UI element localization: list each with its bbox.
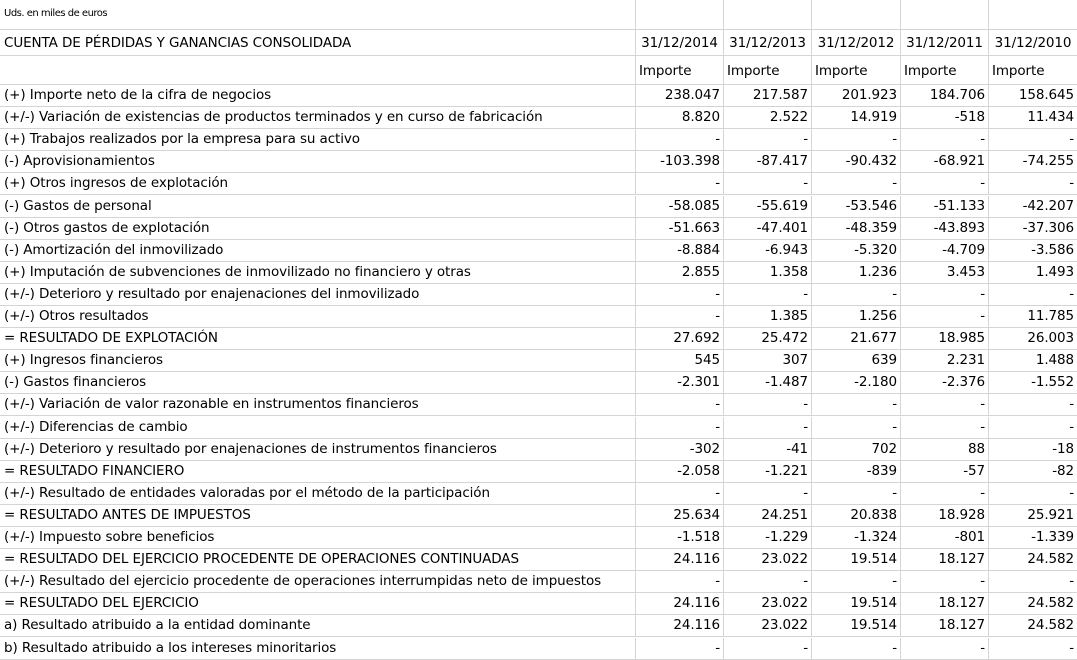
value-cell[interactable]: - bbox=[901, 483, 989, 504]
value-cell[interactable]: - bbox=[636, 483, 724, 504]
value-cell[interactable]: -8.884 bbox=[636, 240, 724, 261]
table-row bbox=[0, 328, 1077, 350]
value-cell[interactable]: -2.376 bbox=[901, 372, 989, 393]
value-cell[interactable]: - bbox=[1069, 175, 1074, 192]
table-row bbox=[0, 196, 1077, 218]
value-cell[interactable]: 11.434 bbox=[1027, 109, 1074, 126]
table-row bbox=[0, 615, 1077, 637]
table-row bbox=[0, 306, 1077, 328]
value-cell[interactable]: - bbox=[724, 483, 812, 504]
value-cell[interactable]: - bbox=[901, 173, 989, 194]
row-label[interactable]: (-) Otros gastos de explotación bbox=[0, 218, 636, 239]
value-cell[interactable]: -82 bbox=[1052, 462, 1074, 479]
empty-cell[interactable] bbox=[989, 0, 1077, 29]
table-row bbox=[0, 350, 1077, 372]
value-cell[interactable]: 545 bbox=[636, 350, 724, 371]
row-label[interactable]: = RESULTADO DEL EJERCICIO PROCEDENTE DE OPERACIONES CONTINUADAS bbox=[0, 549, 636, 570]
row-label[interactable]: (+/-) Diferencias de cambio bbox=[0, 417, 636, 438]
importe-header[interactable]: Importe bbox=[901, 56, 989, 84]
value-cell[interactable]: -839 bbox=[812, 461, 901, 482]
value-cell[interactable]: 21.677 bbox=[812, 328, 901, 349]
row-label[interactable]: (+/-) Deterioro y resultado por enajenaciones de instrumentos financieros bbox=[0, 439, 636, 460]
row-label[interactable]: = RESULTADO FINANCIERO bbox=[0, 461, 636, 482]
row-label[interactable]: (+/-) Variación de existencias de productos terminados y en curso de fabricación bbox=[0, 107, 636, 128]
empty-cell[interactable] bbox=[636, 0, 724, 29]
value-cell[interactable]: - bbox=[636, 394, 724, 415]
value-cell[interactable]: - bbox=[636, 417, 724, 438]
value-cell[interactable]: -68.921 bbox=[901, 151, 989, 172]
value-cell[interactable]: -5.320 bbox=[812, 240, 901, 261]
importe-header[interactable]: Importe bbox=[724, 56, 812, 84]
value-cell[interactable]: - bbox=[1069, 573, 1074, 590]
value-cell[interactable]: -1.221 bbox=[724, 461, 812, 482]
row-label[interactable]: (-) Gastos financieros bbox=[0, 372, 636, 393]
value-cell[interactable]: 23.022 bbox=[724, 549, 812, 570]
value-cell[interactable]: -1.487 bbox=[724, 372, 812, 393]
value-cell[interactable]: -2.301 bbox=[636, 372, 724, 393]
value-cell[interactable]: -6.943 bbox=[724, 240, 812, 261]
value-cell[interactable]: 25.634 bbox=[636, 505, 724, 526]
table-row bbox=[0, 372, 1077, 394]
value-cell[interactable]: -1.339 bbox=[1031, 529, 1074, 545]
value-cell[interactable]: -43.893 bbox=[901, 218, 989, 239]
value-cell[interactable]: 18.127 bbox=[901, 549, 989, 570]
value-cell[interactable]: 1.236 bbox=[812, 262, 901, 283]
value-cell[interactable]: - bbox=[724, 173, 812, 194]
value-cell[interactable]: - bbox=[1069, 418, 1074, 435]
value-cell[interactable]: - bbox=[812, 571, 901, 592]
value-cell[interactable]: -4.709 bbox=[901, 240, 989, 261]
value-cell[interactable]: - bbox=[812, 394, 901, 415]
value-cell[interactable]: -3.586 bbox=[1031, 241, 1074, 258]
value-cell[interactable]: 18.127 bbox=[901, 593, 989, 614]
value-cell[interactable]: 11.785 bbox=[1027, 308, 1074, 324]
value-cell[interactable]: - bbox=[724, 638, 812, 659]
value-cell[interactable]: 307 bbox=[724, 350, 812, 371]
value-cell[interactable]: -87.417 bbox=[724, 151, 812, 172]
value-cell[interactable]: - bbox=[636, 571, 724, 592]
value-cell[interactable]: 1.358 bbox=[724, 262, 812, 283]
year-header[interactable]: 31/12/2014 bbox=[636, 30, 724, 55]
row-label[interactable]: (+/-) Deterioro y resultado por enajenaciones del inmovilizado bbox=[0, 284, 636, 305]
value-cell[interactable]: 24.116 bbox=[636, 593, 724, 614]
value-cell[interactable]: - bbox=[636, 173, 724, 194]
row-label[interactable]: (+) Ingresos financieros bbox=[0, 350, 636, 371]
value-cell[interactable]: 19.514 bbox=[812, 593, 901, 614]
value-cell[interactable]: 238.047 bbox=[636, 85, 724, 106]
table-row bbox=[0, 593, 1077, 615]
table-row bbox=[0, 240, 1077, 262]
table-row bbox=[0, 85, 1077, 107]
year-header[interactable]: 31/12/2011 bbox=[901, 30, 989, 55]
value-cell[interactable]: - bbox=[901, 417, 989, 438]
value-cell[interactable]: - bbox=[812, 173, 901, 194]
value-cell[interactable]: 18.928 bbox=[901, 505, 989, 526]
value-cell[interactable]: - bbox=[724, 394, 812, 415]
row-label[interactable]: = RESULTADO ANTES DE IMPUESTOS bbox=[0, 505, 636, 526]
value-cell[interactable]: 19.514 bbox=[812, 549, 901, 570]
row-label[interactable]: (+/-) Resultado del ejercicio procedente de operaciones interrumpidas neto de impuestos bbox=[0, 571, 636, 592]
value-cell[interactable]: -90.432 bbox=[812, 151, 901, 172]
value-cell[interactable]: -41 bbox=[724, 439, 812, 460]
empty-cell[interactable] bbox=[812, 0, 901, 29]
row-label[interactable]: (+) Trabajos realizados por la empresa para su activo bbox=[0, 129, 636, 150]
year-header[interactable]: 31/12/2013 bbox=[724, 30, 812, 55]
value-cell[interactable]: - bbox=[901, 638, 989, 659]
row-label[interactable]: = RESULTADO DE EXPLOTACIÓN bbox=[0, 328, 636, 349]
value-cell[interactable]: 23.022 bbox=[724, 615, 812, 636]
empty-cell[interactable] bbox=[0, 56, 636, 84]
value-cell[interactable]: 2.522 bbox=[724, 107, 812, 128]
empty-cell[interactable] bbox=[724, 0, 812, 29]
value-cell[interactable]: 639 bbox=[812, 350, 901, 371]
value-cell[interactable]: - bbox=[812, 129, 901, 150]
table-row bbox=[0, 527, 1077, 549]
units-note[interactable]: Uds. en miles de euros bbox=[0, 0, 636, 29]
table-row bbox=[0, 638, 1077, 660]
value-cell[interactable]: -2.180 bbox=[812, 372, 901, 393]
year-header[interactable]: 31/12/2010 bbox=[994, 35, 1072, 51]
table-row bbox=[0, 483, 1077, 505]
row-label[interactable]: (+/-) Resultado de entidades valoradas por el método de la participación bbox=[0, 483, 636, 504]
value-cell[interactable]: -37.306 bbox=[1022, 219, 1074, 236]
value-cell[interactable]: 24.582 bbox=[1027, 595, 1074, 612]
table-row bbox=[0, 549, 1077, 571]
value-cell[interactable]: 3.453 bbox=[901, 262, 989, 283]
table-row bbox=[0, 262, 1077, 284]
title-row bbox=[0, 30, 1077, 56]
value-cell[interactable]: 1.488 bbox=[1035, 352, 1074, 369]
subheader-row bbox=[0, 56, 1077, 85]
table-row bbox=[0, 417, 1077, 439]
value-cell[interactable]: 88 bbox=[901, 439, 989, 460]
value-cell[interactable]: - bbox=[636, 638, 724, 659]
value-cell[interactable]: -57 bbox=[901, 461, 989, 482]
importe-header[interactable]: Importe bbox=[636, 56, 724, 84]
value-cell[interactable]: - bbox=[724, 129, 812, 150]
value-cell[interactable]: 24.116 bbox=[636, 549, 724, 570]
value-cell[interactable]: 20.838 bbox=[812, 505, 901, 526]
value-cell[interactable]: - bbox=[812, 638, 901, 659]
value-cell[interactable]: 23.022 bbox=[724, 593, 812, 614]
value-cell[interactable]: -103.398 bbox=[636, 151, 724, 172]
row-label[interactable]: (-) Gastos de personal bbox=[0, 196, 636, 217]
value-cell[interactable]: -42.207 bbox=[1022, 197, 1074, 214]
value-cell[interactable]: -55.619 bbox=[724, 196, 812, 217]
value-cell[interactable]: 24.116 bbox=[636, 615, 724, 636]
value-cell[interactable]: -51.663 bbox=[636, 218, 724, 239]
value-cell[interactable]: - bbox=[901, 129, 989, 150]
value-cell[interactable]: 1.385 bbox=[724, 306, 812, 327]
value-cell[interactable]: -1.518 bbox=[636, 527, 724, 548]
table-row bbox=[0, 394, 1077, 416]
value-cell[interactable]: - bbox=[901, 284, 989, 305]
value-cell[interactable]: 25.472 bbox=[724, 328, 812, 349]
value-cell[interactable]: - bbox=[636, 284, 724, 305]
value-cell[interactable]: - bbox=[1069, 285, 1074, 302]
value-cell[interactable]: - bbox=[901, 571, 989, 592]
value-cell[interactable]: -801 bbox=[901, 527, 989, 548]
value-cell[interactable]: - bbox=[636, 306, 724, 327]
value-cell[interactable]: 19.514 bbox=[812, 615, 901, 636]
value-cell[interactable]: 702 bbox=[812, 439, 901, 460]
value-cell[interactable]: 24.582 bbox=[1027, 617, 1074, 634]
value-cell[interactable]: -48.359 bbox=[812, 218, 901, 239]
value-cell[interactable]: -518 bbox=[901, 107, 989, 128]
value-cell[interactable]: 1.493 bbox=[1035, 263, 1074, 280]
value-cell[interactable]: -74.255 bbox=[1022, 153, 1074, 170]
value-cell[interactable]: - bbox=[812, 417, 901, 438]
value-cell[interactable]: 27.692 bbox=[636, 328, 724, 349]
units-row bbox=[0, 0, 1077, 30]
value-cell[interactable]: -2.058 bbox=[636, 461, 724, 482]
year-header[interactable]: 31/12/2012 bbox=[812, 30, 901, 55]
value-cell[interactable]: 184.706 bbox=[901, 85, 989, 106]
table-row bbox=[0, 129, 1077, 151]
row-label[interactable]: (+) Imputación de subvenciones de inmovilizado no financiero y otras bbox=[0, 262, 636, 283]
value-cell[interactable]: - bbox=[1069, 639, 1074, 656]
row-label[interactable]: (+/-) Variación de valor razonable en instrumentos financieros bbox=[0, 394, 636, 415]
value-cell[interactable]: -58.085 bbox=[636, 196, 724, 217]
value-cell[interactable]: 18.127 bbox=[901, 615, 989, 636]
row-label[interactable]: b) Resultado atribuido a los intereses minoritarios bbox=[0, 638, 636, 659]
value-cell[interactable]: -1.324 bbox=[812, 527, 901, 548]
value-cell[interactable]: 24.251 bbox=[724, 505, 812, 526]
row-label[interactable]: (+/-) Impuesto sobre beneficios bbox=[0, 527, 636, 548]
row-label[interactable]: = RESULTADO DEL EJERCICIO bbox=[0, 593, 636, 614]
value-cell[interactable]: - bbox=[812, 483, 901, 504]
value-cell[interactable]: - bbox=[812, 284, 901, 305]
value-cell[interactable]: 24.582 bbox=[1027, 551, 1074, 568]
value-cell[interactable]: 8.820 bbox=[636, 107, 724, 128]
table-row bbox=[0, 173, 1077, 195]
value-cell[interactable]: 1.256 bbox=[812, 306, 901, 327]
value-cell[interactable]: - bbox=[724, 417, 812, 438]
row-label[interactable]: (+) Importe neto de la cifra de negocios bbox=[0, 85, 636, 106]
value-cell[interactable]: 2.855 bbox=[636, 262, 724, 283]
value-cell[interactable]: - bbox=[1069, 396, 1074, 413]
importe-header[interactable]: Importe bbox=[812, 56, 901, 84]
row-label[interactable]: (-) Amortización del inmovilizado bbox=[0, 240, 636, 261]
value-cell[interactable]: - bbox=[1069, 131, 1074, 148]
row-label[interactable]: (-) Aprovisionamientos bbox=[0, 151, 636, 172]
value-cell[interactable]: 25.921 bbox=[1027, 506, 1074, 523]
empty-cell[interactable] bbox=[901, 0, 989, 29]
value-cell[interactable]: -18 bbox=[1052, 440, 1074, 457]
value-cell[interactable]: - bbox=[724, 284, 812, 305]
row-label[interactable]: (+) Otros ingresos de explotación bbox=[0, 173, 636, 194]
value-cell[interactable]: -302 bbox=[636, 439, 724, 460]
table-row bbox=[0, 284, 1077, 306]
value-cell[interactable]: - bbox=[901, 394, 989, 415]
value-cell[interactable]: -53.546 bbox=[812, 196, 901, 217]
table-row bbox=[0, 107, 1077, 129]
value-cell[interactable]: 14.919 bbox=[812, 107, 901, 128]
table-row bbox=[0, 461, 1077, 483]
value-cell[interactable]: 201.923 bbox=[812, 85, 901, 106]
value-cell[interactable]: 158.645 bbox=[1018, 87, 1074, 103]
statement-title[interactable]: CUENTA DE PÉRDIDAS Y GANANCIAS CONSOLIDADA bbox=[0, 30, 636, 55]
table-row bbox=[0, 151, 1077, 173]
value-cell[interactable]: 217.587 bbox=[724, 85, 812, 106]
value-cell[interactable]: - bbox=[901, 306, 989, 327]
table-row bbox=[0, 218, 1077, 240]
value-cell[interactable]: -51.133 bbox=[901, 196, 989, 217]
value-cell[interactable]: 26.003 bbox=[1027, 330, 1074, 347]
value-cell[interactable]: -47.401 bbox=[724, 218, 812, 239]
value-cell[interactable]: 2.231 bbox=[901, 350, 989, 371]
row-label[interactable]: (+/-) Otros resultados bbox=[0, 306, 636, 327]
value-cell[interactable]: - bbox=[724, 571, 812, 592]
value-cell[interactable]: -1.552 bbox=[1031, 374, 1074, 391]
table-row bbox=[0, 571, 1077, 593]
importe-header[interactable]: Importe bbox=[992, 63, 1045, 79]
table-row bbox=[0, 505, 1077, 527]
value-cell[interactable]: -1.229 bbox=[724, 527, 812, 548]
table-row bbox=[0, 439, 1077, 461]
value-cell[interactable]: - bbox=[1069, 484, 1074, 501]
value-cell[interactable]: 18.985 bbox=[901, 328, 989, 349]
row-label[interactable]: a) Resultado atribuido a la entidad dominante bbox=[0, 615, 636, 636]
value-cell[interactable]: - bbox=[636, 129, 724, 150]
